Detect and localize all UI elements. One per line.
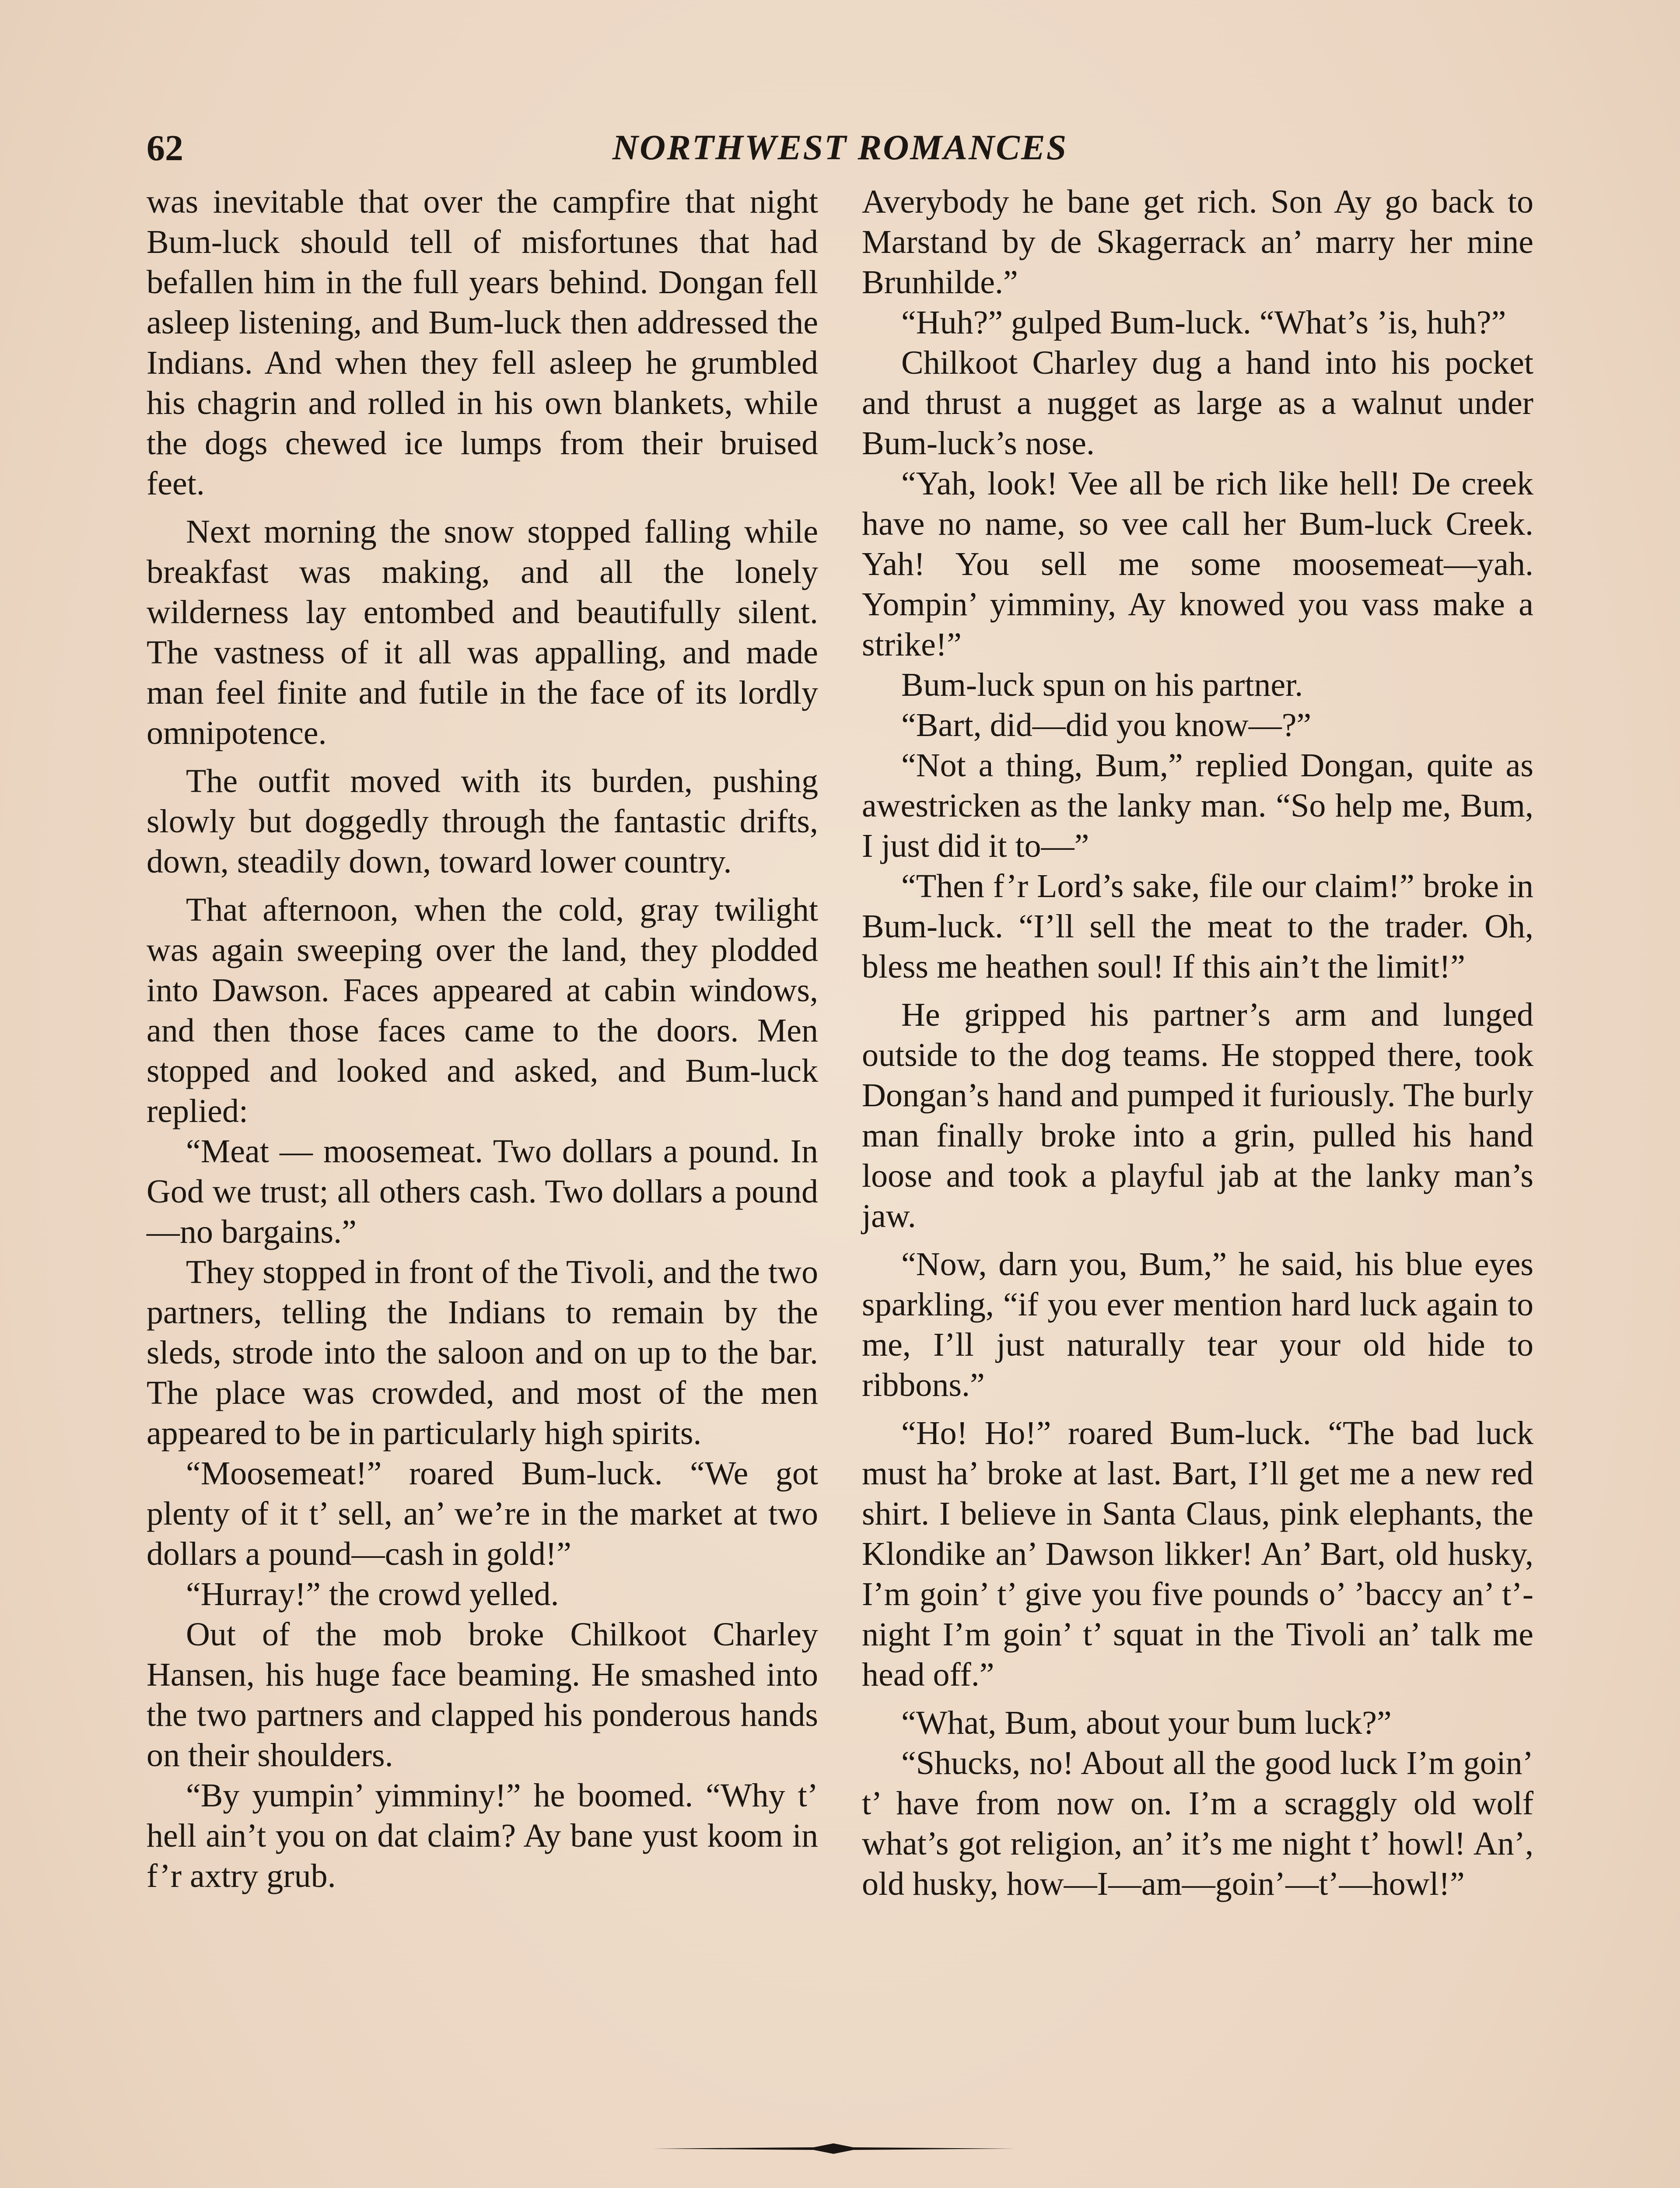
page-number: 62 <box>147 128 183 168</box>
page-header <box>147 127 1533 175</box>
paragraph: “Not a thing, Bum,” replied Dongan, quite as awestricken as the lanky man. “So help me, Bum, I just did it to—” <box>862 747 1533 864</box>
paragraph: They stopped in front of the Tivoli, and the two partners, telling the Indians to remain by the sleds, strode into the saloon and on up to the bar. The place was crowded, and most of the men appeared to be in particularly high spirits. <box>147 1254 818 1452</box>
column-left <box>147 182 818 2098</box>
ornamental-divider <box>648 2140 1019 2157</box>
paragraph: Chilkoot Charley dug a hand into his pocket and thrust a nugget as large as a walnut under Bum-luck’s nose. <box>862 344 1533 462</box>
paragraph: He gripped his partner’s arm and lunged outside to the dog teams. He stopped there, took Dongan’s hand and pumped it furiously. The burly man finally broke into a grin, pulled his hand loose and took a playful jab at the lanky man’s jaw. <box>862 996 1533 1234</box>
paragraph: “What, Bum, about your bum luck?” <box>901 1704 1392 1741</box>
paragraph: Averybody he bane get rich. Son Ay go back to Marstand by de Skagerrack an’ marry her mine Brunhilde.” <box>862 183 1533 301</box>
paragraph: “Moosemeat!” roared Bum-luck. “We got plenty of it t’ sell, an’ we’re in the market at two dollars a pound—cash in gold!” <box>147 1455 818 1572</box>
paragraph: “Bart, did—did you know—?” <box>901 707 1312 743</box>
paragraph: “Hurray!” the crowd yelled. <box>186 1576 559 1613</box>
paragraph: “Huh?” gulped Bum-luck. “What’s ’is, huh?” <box>901 304 1506 341</box>
paragraph: Next morning the snow stopped falling while breakfast was making, and all the lonely wilderness lay entombed and beautifully silent. The vastness of it all was appalling, and made man feel finite and futile in the face of its lordly omnipotence. <box>147 513 818 751</box>
paragraph: was inevitable that over the campfire that night Bum-luck should tell of misfortunes that had befallen him in the full years behind. Dongan fell asleep listening, and Bum-luck then addressed the Indians. And when they fell asleep he grumbled his chagrin and rolled in his own blankets, while the dogs chewed ice lumps from their bruised feet. <box>147 183 818 502</box>
running-title: NORTHWEST ROMANCES <box>612 127 1068 167</box>
story-columns <box>147 182 1533 2098</box>
paragraph: “Yah, look! Vee all be rich like hell! De creek have no name, so vee call her Bum-luck Creek. Yah! You sell me some moosemeat—yah. Yompin’ yimminy, Ay knowed you vass make a strike!” <box>862 465 1533 663</box>
paragraph: “Ho! Ho!” roared Bum-luck. “The bad luck must ha’ broke at last. Bart, I’ll get me a new red shirt. I believe in Santa Claus, pink elephants, the Klondike an’ Dawson likker! An’ Bart, old husky, I’m goin’ t’ give you five pounds o’ ’baccy an’ t’-night I’m goin’ t’ squat in the Tivoli an’ talk me head off.” <box>862 1415 1533 1693</box>
paragraph: Bum-luck spun on his partner. <box>901 666 1303 703</box>
paragraph: Out of the mob broke Chilkoot Charley Hansen, his huge face beaming. He smashed into the two partners and clapped his ponderous hands on their shoulders. <box>147 1616 818 1774</box>
paragraph: “Meat — moosemeat. Two dollars a pound. In God we trust; all others cash. Two dollars a pound—no bargains.” <box>147 1133 818 1250</box>
paragraph: “Now, darn you, Bum,” he said, his blue eyes sparkling, “if you ever mention hard luck again to me, I’ll just naturally tear your old hide to ribbons.” <box>862 1246 1533 1403</box>
paragraph: “By yumpin’ yimminy!” he boomed. “Why t’ hell ain’t you on dat claim? Ay bane yust koom in f’r axtry grub. <box>147 1777 818 1894</box>
paragraph: “Shucks, no! About all the good luck I’m goin’ t’ have from now on. I’m a scraggly old wolf what’s got religion, an’ it’s me night t’ howl! An’, old husky, how—I—am—goin’—t’—howl!” <box>862 1745 1533 1902</box>
paragraph: The outfit moved with its burden, pushing slowly but doggedly through the fantastic drifts, down, steadily down, toward lower country. <box>147 763 818 880</box>
paragraph: That afternoon, when the cold, gray twilight was again sweeping over the land, they plodded into Dawson. Faces appeared at cabin windows, and then those faces came to the doors. Men stopped and looked and asked, and Bum-luck replied: <box>147 891 818 1129</box>
paragraph: “Then f’r Lord’s sake, file our claim!” broke in Bum-luck. “I’ll sell the meat to the trader. Oh, bless me heathen soul! If this ain’t the limit!” <box>862 868 1533 985</box>
column-right <box>862 182 1533 2098</box>
